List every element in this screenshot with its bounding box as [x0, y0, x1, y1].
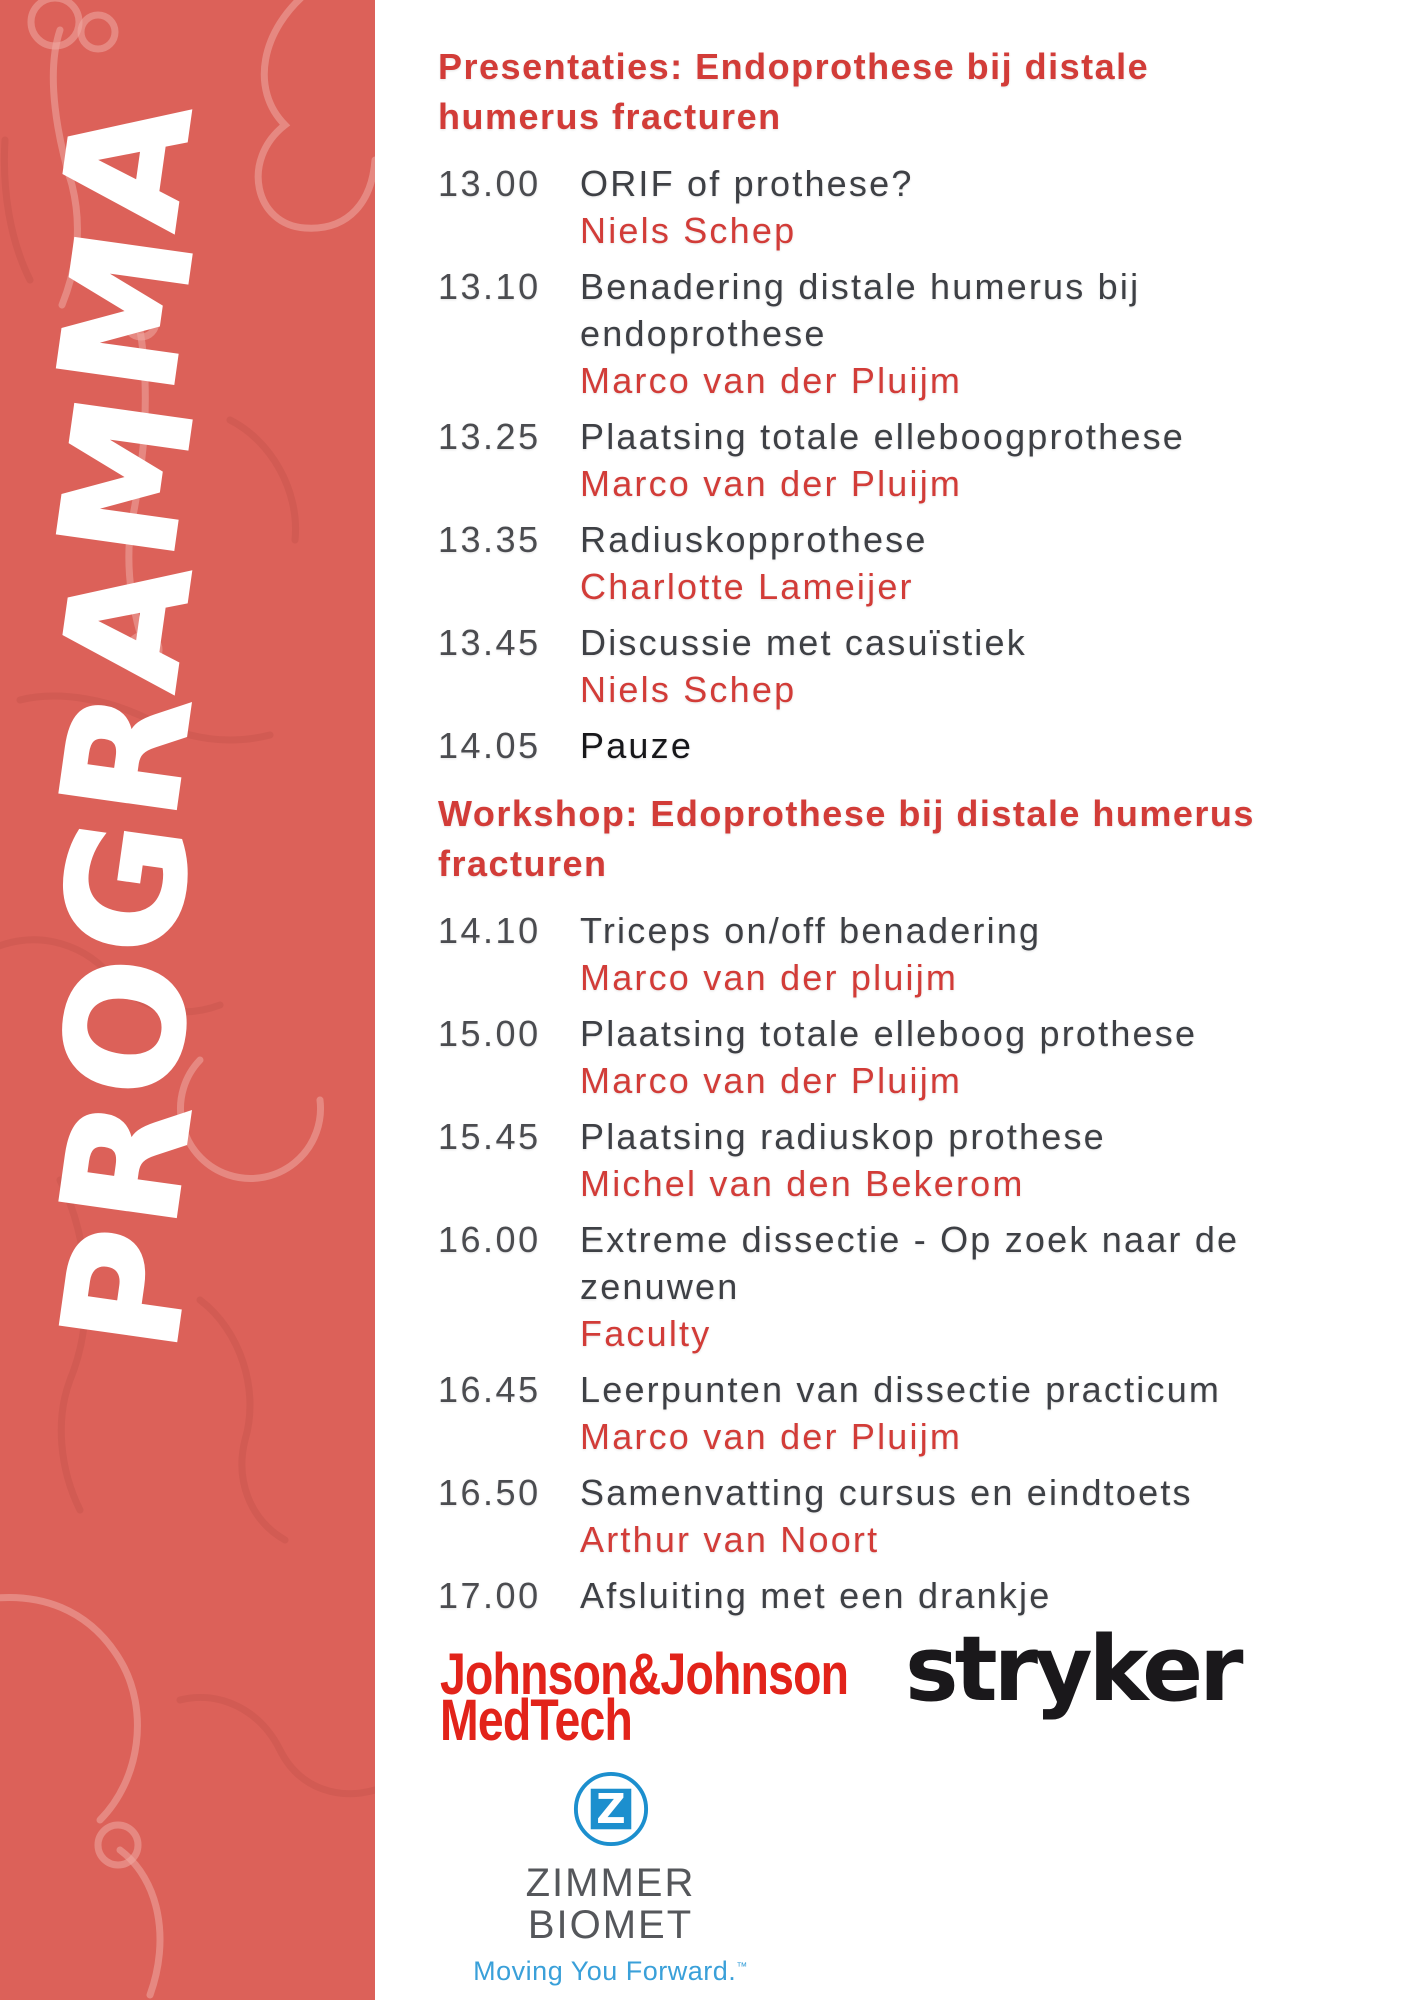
speaker-name: Michel van den Bekerom [580, 1163, 1025, 1204]
time-label: 16.00 [438, 1219, 541, 1260]
schedule-row [438, 907, 1318, 1001]
zimmer-biomet-wordmark: ZIMMER BIOMET [525, 1861, 696, 1947]
time-label: 13.10 [438, 266, 541, 307]
vertical-title: PROGRAMMA [23, 84, 232, 1360]
schedule-row [438, 263, 1318, 404]
speaker-name: Niels Schep [580, 669, 797, 710]
session-title: Extreme dissectie - Op zoek naar de zenuwen [580, 1219, 1240, 1307]
program-content [438, 42, 1318, 1628]
session-title: Plaatsing radiuskop prothese [580, 1116, 1106, 1157]
time-label: 16.50 [438, 1472, 541, 1513]
section-workshop [438, 789, 1318, 1619]
speaker-name: Marco van der Pluijm [580, 1060, 963, 1101]
section-presentaties [438, 42, 1318, 769]
section-heading: Workshop: Edoprothese bij distale humerus fracturen [438, 793, 1255, 884]
time-label: 14.10 [438, 910, 541, 951]
time-label: 15.45 [438, 1116, 541, 1157]
session-title: Samenvatting cursus en eindtoets [580, 1472, 1193, 1513]
speaker-name: Faculty [580, 1313, 712, 1354]
schedule-row [438, 722, 1318, 769]
time-label: 16.45 [438, 1369, 541, 1410]
schedule-row [438, 516, 1318, 610]
session-title: ORIF of prothese? [580, 163, 914, 204]
zimmer-tagline: Moving You Forward.™ [473, 1956, 748, 1986]
session-title: Triceps on/off benadering [580, 910, 1042, 951]
schedule-row [438, 1216, 1318, 1357]
time-label: 13.35 [438, 519, 541, 560]
schedule-row [438, 1572, 1318, 1619]
time-label: 17.00 [438, 1575, 541, 1616]
jnj-medtech-wordmark: MedTech [440, 1688, 633, 1753]
schedule-row [438, 619, 1318, 713]
svg-text:Z: Z [595, 1785, 626, 1834]
session-title: Radiuskopprothese [580, 519, 928, 560]
schedule-row [438, 1366, 1318, 1460]
speaker-name: Marco van der Pluijm [580, 360, 963, 401]
jnj-wordmark: Johnson&Johnson [440, 1642, 849, 1707]
speaker-name: Arthur van Noort [580, 1519, 880, 1560]
time-label: 13.25 [438, 416, 541, 457]
time-label: 15.00 [438, 1013, 541, 1054]
zimmer-z-icon [572, 1770, 650, 1848]
speaker-name: Niels Schep [580, 210, 797, 251]
johnson-and-johnson-medtech-logo [440, 1642, 849, 1753]
section-heading: Presentaties: Endoprothese bij distale humerus fracturen [438, 46, 1150, 137]
time-label: 13.45 [438, 622, 541, 663]
schedule-row [438, 413, 1318, 507]
trademark-symbol: ™ [736, 1961, 748, 1973]
session-title: Discussie met casuïstiek [580, 622, 1027, 663]
schedule-row [438, 1113, 1318, 1207]
schedule-row [438, 160, 1318, 254]
session-title: Plaatsing totale elleboogprothese [580, 416, 1185, 457]
schedule-list [438, 907, 1318, 1619]
speaker-name: Charlotte Lameijer [580, 566, 914, 607]
session-title: Plaatsing totale elleboog prothese [580, 1013, 1198, 1054]
session-title: Pauze [580, 725, 694, 766]
schedule-list [438, 160, 1318, 769]
speaker-name: Marco van der Pluijm [580, 1416, 963, 1457]
zimmer-biomet-logo [438, 1770, 783, 1986]
speaker-name: Marco van der Pluijm [580, 463, 963, 504]
schedule-row [438, 1010, 1318, 1104]
schedule-row [438, 1469, 1318, 1563]
session-title: Afsluiting met een drankje [580, 1575, 1052, 1616]
speaker-name: Marco van der pluijm [580, 957, 959, 998]
session-title: Leerpunten van dissectie practicum [580, 1369, 1222, 1410]
stryker-logo: stryker [905, 1617, 1240, 1722]
time-label: 14.05 [438, 725, 541, 766]
sidebar [0, 0, 375, 2000]
time-label: 13.00 [438, 163, 541, 204]
session-title: Benadering distale humerus bij endoprothese [580, 266, 1141, 354]
